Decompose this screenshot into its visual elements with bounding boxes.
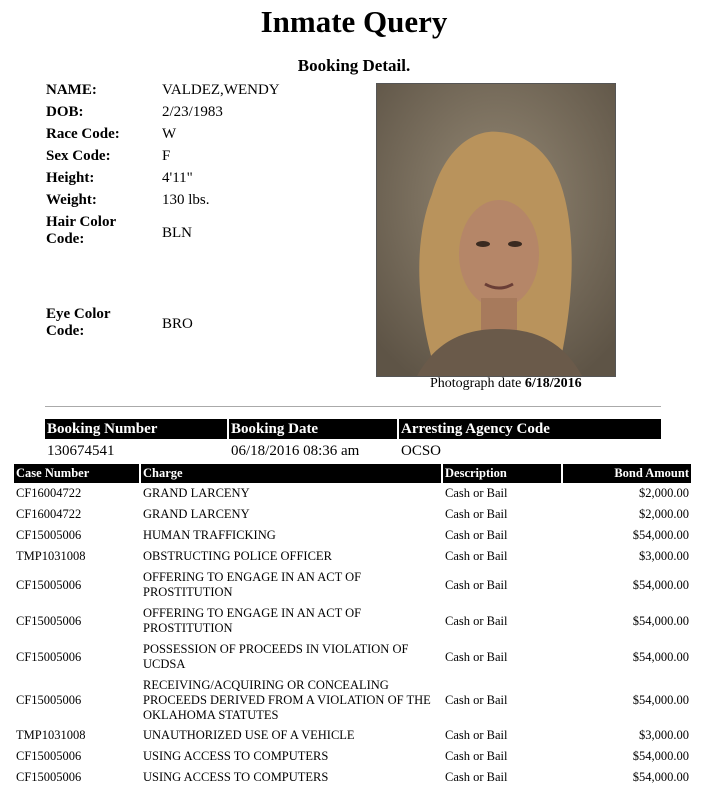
charge: USING ACCESS TO COMPUTERS [143,770,329,784]
info-value: 130 lbs. [162,192,210,208]
case-number: CF15005006 [16,692,82,707]
description: Cash or Bail [445,486,508,500]
charge: OFFERING TO ENGAGE IN AN ACT OF PROSTITUTION [143,606,362,635]
photo-date: 6/18/2016 [524,376,582,391]
description: Cash or Bail [445,649,508,664]
booking-number-header: Booking Number [45,419,227,439]
bond-amount: $54,000.00 [632,770,689,784]
table-row [14,504,691,525]
charge: HUMAN TRAFFICKING [143,528,276,542]
table-row [14,639,691,675]
case-number: TMP1031008 [16,728,86,742]
info-value: W [162,126,177,142]
bond-amount: $54,000.00 [632,692,689,707]
charge: RECEIVING/ACQUIRING OR CONCEALING PROCEEDS DERIVED FROM A VIOLATION OF THE OKLAHOMA STATUTES [143,677,431,722]
charges-table [12,464,693,788]
description: Cash or Bail [445,613,508,628]
table-row [14,725,691,746]
bond-amount: $54,000.00 [632,613,689,628]
charge: GRAND LARCENY [143,507,250,521]
bond-amount: $54,000.00 [632,649,689,664]
case-number: CF15005006 [16,528,82,542]
case-number: CF15005006 [16,577,82,592]
table-row [14,767,691,788]
info-value: F [162,148,171,164]
page-subtitle: Booking Detail. [297,56,411,75]
charge: UNAUTHORIZED USE OF A VEHICLE [143,728,355,742]
info-label: Sex Code: [46,148,111,164]
bond-amount: $2,000.00 [639,486,689,500]
table-row [14,525,691,546]
info-label: Eye Color Code: [46,306,111,339]
description: Cash or Bail [445,577,508,592]
bond-amount: $54,000.00 [632,528,689,542]
info-value: VALDEZ,WENDY [162,82,280,98]
charges-header-row [14,464,691,483]
description: Cash or Bail [445,507,508,521]
bond-amount: $54,000.00 [632,577,689,592]
bond-amount: $3,000.00 [639,728,689,742]
booking-photo [376,83,616,377]
description: Cash or Bail [445,528,508,542]
booking-number: 130674541 [47,443,115,459]
info-label: Race Code: [46,126,120,142]
photo-caption [430,376,582,392]
table-row [14,675,691,725]
info-label: DOB: [46,104,84,120]
bond-amount: $3,000.00 [639,549,689,563]
info-label: Height: [46,170,95,186]
description: Cash or Bail [445,770,508,784]
table-row [14,603,691,639]
case-number: CF16004722 [16,486,82,500]
info-value: 2/23/1983 [162,104,223,120]
page-title: Inmate Query [260,4,448,39]
info-value: 4'11" [162,170,193,186]
charge: POSSESSION OF PROCEEDS IN VIOLATION OF UCDSA [143,642,409,671]
description: Cash or Bail [445,549,508,563]
case-number: CF15005006 [16,749,82,763]
description-header: Description [443,464,561,483]
charge: GRAND LARCENY [143,486,250,500]
case-number-header: Case Number [14,464,139,483]
bond-amount: $2,000.00 [639,507,689,521]
info-value: BLN [162,225,192,241]
charge: OFFERING TO ENGAGE IN AN ACT OF PROSTITUTION [143,570,362,599]
case-number: CF15005006 [16,770,82,784]
info-label: Weight: [46,192,97,208]
table-row [14,546,691,567]
info-value: BRO [162,316,193,332]
case-number: CF16004722 [16,507,82,521]
table-row [14,746,691,767]
arresting-agency-header: Arresting Agency Code [399,419,661,439]
bond-amount-header: Bond Amount [563,464,691,483]
booking-date-header: Booking Date [229,419,397,439]
table-row [14,567,691,603]
charge: USING ACCESS TO COMPUTERS [143,749,329,763]
case-number: TMP1031008 [16,549,86,563]
charge: OBSTRUCTING POLICE OFFICER [143,549,332,563]
mugshot-placeholder-icon [377,84,615,376]
table-row [14,483,691,504]
case-number: CF15005006 [16,613,82,628]
charge-header: Charge [141,464,441,483]
divider [45,406,661,407]
arresting-agency: OCSO [401,443,442,459]
case-number: CF15005006 [16,649,82,664]
description: Cash or Bail [445,728,508,742]
info-label: Hair Color Code: [46,214,116,247]
info-label: NAME: [46,82,97,98]
bond-amount: $54,000.00 [632,749,689,763]
booking-date: 06/18/2016 08:36 am [231,443,360,459]
description: Cash or Bail [445,692,508,707]
photo-caption-label: Photograph date [430,376,522,391]
description: Cash or Bail [445,749,508,763]
